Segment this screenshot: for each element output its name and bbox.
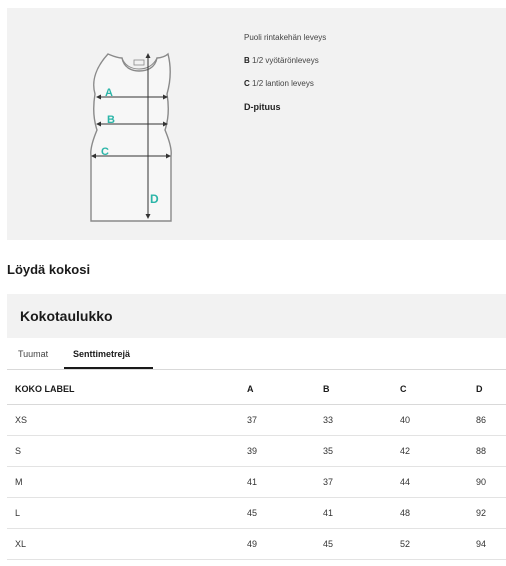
cell-b: 33: [323, 405, 400, 436]
legend-text: 1/2 lantion leveys: [252, 79, 314, 88]
cell-d: 90: [476, 467, 506, 498]
cell-d: 86: [476, 405, 506, 436]
marker-a: A: [105, 87, 113, 99]
cell-a: 49: [247, 529, 323, 560]
cell-size: XS: [7, 405, 247, 436]
header-a: A: [247, 374, 323, 405]
legend-text: 1/2 vyötärönleveys: [252, 56, 319, 65]
cell-a: 37: [247, 405, 323, 436]
dress-outline: [91, 54, 172, 221]
legend-row: [244, 32, 326, 55]
cell-b: 35: [323, 436, 400, 467]
cell-b: 45: [323, 529, 400, 560]
table-row: [7, 405, 506, 436]
cell-size: M: [7, 467, 247, 498]
legend-length: D-pituus: [244, 102, 281, 112]
tab-centimeters[interactable]: Senttimetrejä: [73, 349, 131, 359]
cell-size: S: [7, 436, 247, 467]
cell-b: 37: [323, 467, 400, 498]
cell-b: 41: [323, 498, 400, 529]
size-chart-title: Kokotaulukko: [20, 308, 113, 324]
legend-row: [244, 55, 326, 78]
tabs-divider: [7, 369, 506, 370]
legend-key: C: [244, 79, 250, 88]
unit-tabs: [7, 340, 506, 368]
cell-c: 44: [400, 467, 476, 498]
cell-d: 92: [476, 498, 506, 529]
legend-row: [244, 78, 326, 101]
marker-c: C: [101, 146, 109, 158]
cell-d: 94: [476, 529, 506, 560]
header-d: D: [476, 374, 506, 405]
header-size-label: KOKO LABEL: [7, 374, 247, 405]
size-table: [7, 374, 506, 560]
table-row: [7, 529, 506, 560]
table-row: [7, 436, 506, 467]
cell-c: 52: [400, 529, 476, 560]
legend-key: B: [244, 56, 250, 65]
cell-a: 39: [247, 436, 323, 467]
cell-size: L: [7, 498, 247, 529]
cell-c: 48: [400, 498, 476, 529]
dress-label-tag: [134, 60, 144, 65]
cell-c: 40: [400, 405, 476, 436]
table-row: [7, 467, 506, 498]
table-row: [7, 498, 506, 529]
tab-inches[interactable]: Tuumat: [18, 349, 49, 359]
measurement-guide-panel: [7, 8, 506, 240]
size-chart-header: [7, 294, 506, 338]
cell-c: 42: [400, 436, 476, 467]
cell-a: 45: [247, 498, 323, 529]
measurement-legend: [244, 32, 326, 124]
dress-diagram: [77, 46, 187, 226]
cell-d: 88: [476, 436, 506, 467]
header-c: C: [400, 374, 476, 405]
cell-size: XL: [7, 529, 247, 560]
find-your-size-heading: Löydä kokosi: [7, 262, 91, 277]
header-b: B: [323, 374, 400, 405]
marker-d: D: [150, 192, 159, 206]
cell-a: 41: [247, 467, 323, 498]
table-header-row: [7, 374, 506, 405]
marker-b: B: [107, 114, 115, 126]
legend-text: Puoli rintakehän leveys: [244, 33, 327, 42]
